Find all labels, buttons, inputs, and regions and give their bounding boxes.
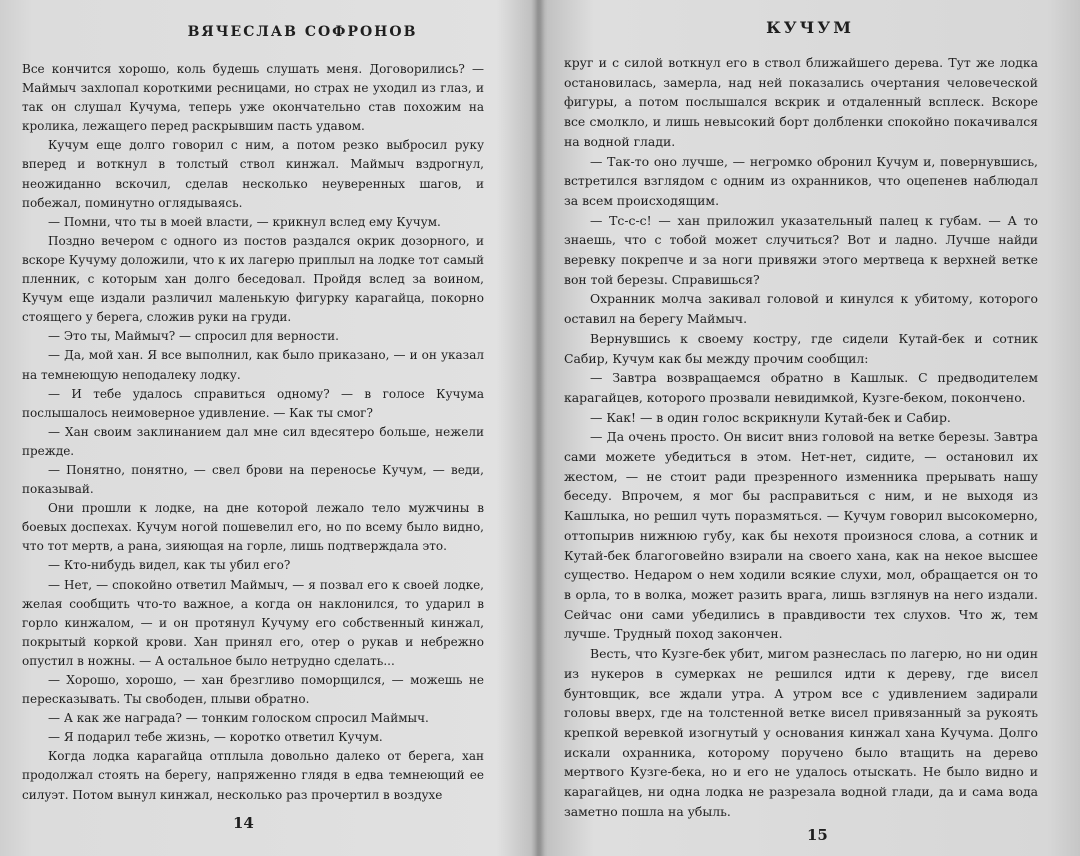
paragraph: — Хан своим заклинанием дал мне сил вдесятеро больше, нежели прежде. [22,424,484,458]
paragraph: — Да, мой хан. Я все выполнил, как было приказано, — и он указал на темнеющую неподалеку лодку. [22,348,484,382]
left-body-text [22,60,484,805]
paragraph: — Кто-нибудь видел, как ты убил его? [48,558,291,573]
left-page-number: 14 [233,814,254,832]
left-running-head: ВЯЧЕСЛАВ СОФРОНОВ [187,24,418,40]
paragraph: — Как! — в один голос вскрикнули Кутай-бек и Сабир. [590,409,951,425]
paragraph: Вернувшись к своему костру, где сидели Кутай-бек и сотник Сабир, Кучум как бы между прочим сообщил: [564,330,1038,366]
right-page [540,0,1080,856]
paragraph: Поздно вечером с одного из постов раздался окрик дозорного, и вскоре Кучуму доложили, что к их лагерю приплыл на лодке тот самый пленник, с которым хан долго беседовал. Пройдя вслед за воином, Кучум еще издали различил маленькую фигурку карагайца, покорно стоящего у берега, сложив руки на груди. [22,233,484,325]
paragraph: Когда лодка карагайца отплыла довольно далеко от берега, хан продолжал стоять на берегу, напряженно глядя в едва темнеющий ее силуэт. Потом вынул кинжал, несколько раз прочертил в воздухе [22,749,484,802]
paragraph: — Я подарил тебе жизнь, — коротко ответил Кучум. [48,730,383,745]
right-running-head: КУЧУМ [766,18,854,37]
paragraph: Кучум еще долго говорил с ним, а потом резко выбросил руку вперед и воткнул в толстый ствол кинжал. Маймыч вздрогнул, неожиданно вскочил, сделав несколько неуверенных шагов, и побежал, поминутно оглядываясь. [22,138,484,210]
paragraph: — Завтра возвращаемся обратно в Кашлык. С предводителем карагайцев, которого прозвали невидимкой, Кузге-беком, покончено. [564,370,1038,405]
paragraph: — Понятно, понятно, — свел брови на переносье Кучум, — веди, показывай. [22,462,484,497]
paragraph: Они прошли к лодке, на дне которой лежало тело мужчины в боевых доспехах. Кучум ногой пошевелил его, но по всему было видно, что тот мертв, а рана, зияющая на горле, лишь подтверждала это. [22,501,484,554]
right-body-text [564,53,1038,821]
paragraph: Все кончится хорошо, коль будешь слушать меня. Договорились? — Маймыч захлопал короткими ресницами, но страх не уходил из глаз, и так он слушал Кучума, теперь уже окончательно став похожим на кролика, лежащего перед раскрывшим пасть удавом. [22,62,484,134]
paragraph: — Да очень просто. Он висит вниз головой на ветке березы. Завтра сами можете убедиться в этом. Нет-нет, сидите, — остановил их жестом, — не стоит ради презренного изменника прерывать нашу беседу. Впрочем, я мог бы расправиться с ним, и не выходя из Кашлыка, но решил чуть поразмяться. — Кучум говорил высокомерно, оттопырив нижнюю губу, как бы нехотя произнося слова, а сотник и Кутай-бек благоговейно взирали на своего хана, как на некое высшее существо. Недаром о нем ходили всякие слухи, мол, обращается он то в орла, то в волка, может разить врага, лишь взглянув на него издали. Сейчас они сами убедились в правдивости тех слухов. Что ж, тем лучше. Трудный поход закончен. [564,429,1038,642]
paragraph: — Тс-с-с! — хан приложил указательный палец к губам. — А то знаешь, что с тобой может случиться? Вот и ладно. Лучше найди веревку покрепче и за ноги привяжи этого мертвеца к верхней ветке вон той березы. Справишься? [564,212,1038,287]
paragraph: Весть, что Кузге-бек убит, мигом разнеслась по лагерю, но ни один из нукеров в сумерках не решился идти к дереву, где висел бунтовщик, все ждали утра. А утром все с удивлением задирали головы вверх, где на толстенной ветке висел привязанный за рукоять крепкой веревкой изогнутый у основания кинжал хана Кучума. Долго искали охранника, которому поручено было втащить на дерево мертвого Кузге-бека, но и его не удалось отыскать. Не было видно и карагайцев, ни одна лодка не разрезала водной глади, да и сама вода заметно пошла на убыль. [564,646,1038,819]
paragraph: — Хорошо, хорошо, — хан брезгливо поморщился, — можешь не пересказывать. Ты свободен, плыви обратно. [22,673,484,707]
paragraph: — Так-то оно лучше, — негромко обронил Кучум и, повернувшись, встретился взглядом с одним из охранников, что оцепенев наблюдал за всем происходящим. [564,153,1038,208]
right-page-number: 15 [807,826,828,844]
paragraph: — Нет, — спокойно ответил Маймыч, — я позвал его к своей лодке, желая сообщить что-то важное, а когда он наклонился, то ударил в горло кинжалом, — и он протянул Кучуму его собственный кинжал, покрытый коркой крови. Хан принял его, отер о рукав и небрежно опустил в ножны. — А остальное было нетрудно сделать... [22,577,484,668]
paragraph: — И тебе удалось справиться одному? — в голосе Кучума послышалось неимоверное удивление. — Как ты смог? [22,386,484,420]
paragraph: — А как же награда? — тонким голоском спросил Маймыч. [48,711,429,726]
paragraph: — Помни, что ты в моей власти, — крикнул вслед ему Кучум. [48,214,441,229]
paragraph: Охранник молча закивал головой и кинулся к убитому, которого оставил на берегу Маймыч. [564,291,1038,327]
paragraph: круг и с силой воткнул его в ствол ближайшего дерева. Тут же лодка остановилась, замерла, над ней показались очертания человеческой фигуры, а потом послышался вскрик и отдаленный всплеск. Вскоре все смолкло, и лишь невысокий борт долбленки спокойно покачивался на водной глади. [564,55,1038,149]
paragraph: — Это ты, Маймыч? — спросил для верности. [48,329,339,344]
left-page [0,0,535,856]
